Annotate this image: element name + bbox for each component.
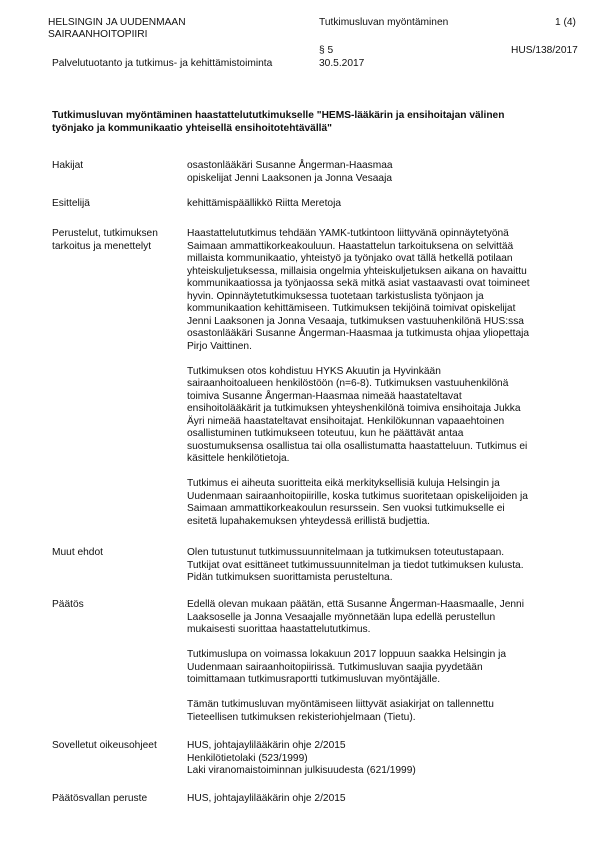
text-line: hyvin. Opinnäytetutkimuksessa tuotetaan tarkistuslista työnjaon ja xyxy=(187,290,484,302)
text-line: mukaisesti suorittaa haastattelututkimus. xyxy=(187,624,371,635)
text-line: osallistuminen tutkimukseen toteutuu, kun he päättävät antaa xyxy=(187,428,464,439)
text-line: käsittele henkilötietoja. xyxy=(187,453,290,464)
perustelut-label-line: Perustelut, tutkimuksen xyxy=(52,228,158,239)
perustelut-label xyxy=(52,228,182,253)
paragraph xyxy=(187,478,579,528)
esittelija-content xyxy=(187,198,579,211)
text-line: kommunikaation kehittämiseen. Tutkimuksen tekijöinä toimivat opiskelijat xyxy=(187,303,516,314)
text-line: Saimaan ammattikorkeakouluun. Haastattelun tarkoituksena on selvittää xyxy=(187,240,514,252)
text-line: Tutkimuslupa on voimassa lokakuun 2017 loppuun saakka Helsingin ja xyxy=(187,649,507,660)
organization-name xyxy=(48,17,186,41)
text-line: sairaanhoitoalueen henkilöstöön (n=6-8). Tutkimuksen vastuuhenkilönä xyxy=(187,378,509,389)
sovelletut-label: Sovelletut oikeusohjeet xyxy=(52,740,157,751)
text-line: opiskelijat Jenni Laaksonen ja Jonna Vesaaja xyxy=(187,172,393,184)
organization-name-line-1: HELSINGIN JA UUDENMAAN xyxy=(48,17,186,28)
reference-number: HUS/138/2017 xyxy=(511,45,578,56)
text-line: suostumuksensa osallistua tai olla osallistumatta haastatteluun. Tutkimus ei xyxy=(187,440,528,452)
paatos-label: Päätös xyxy=(52,599,84,610)
paatos-content xyxy=(187,599,579,724)
paragraph xyxy=(187,599,579,637)
page-number: 1 (4) xyxy=(555,17,576,28)
paragraph xyxy=(187,699,579,724)
hakijat-content xyxy=(187,160,579,185)
muut-ehdot-content xyxy=(187,547,579,585)
main-title-line: työnjako ja kommunikaatio yhteisellä ensihoitotehtävällä" xyxy=(52,122,332,134)
text-line: Tutkimus ei aiheuta suoritteita eikä merkityksellisiä kuluja Helsingin ja xyxy=(187,478,500,489)
text-line: HUS, johtajaylilääkärin ohje 2/2015 xyxy=(187,793,346,804)
text-line: yhteiskuljetuksessa, millaisia ongelmia yhteiskuljetuksen aikana on havaittu xyxy=(187,265,527,277)
text-line: Pirjo Vaittinen. xyxy=(187,340,252,352)
text-line: Olen tutustunut tutkimussuunnitelmaan ja tutkimuksen toteutustapaan. xyxy=(187,547,505,558)
paatosvalta-label: Päätösvallan peruste xyxy=(52,793,148,804)
text-line: Tämän tutkimusluvan myöntämiseen liittyvät asiakirjat on tallennettu xyxy=(187,699,494,710)
text-line: Laaksoselle ja Jonna Vesaajalle myönnetään lupa edellä perustellun xyxy=(187,611,496,623)
text-line: toimiva Susanne Ångerman-Haasmaa nimeää haastateltavat xyxy=(187,390,462,402)
paatosvalta-content xyxy=(187,793,579,806)
text-line: Äyri nimeää haastateltavat ensihoitajat. Henkilökunnan vapaaehtoinen xyxy=(187,415,505,427)
text-line: Tutkijat ovat esittäneet tutkimussuunnitelman ja tiedot tutkimuksen kulusta. xyxy=(187,559,524,571)
text-line: HUS, johtajaylilääkärin ohje 2/2015 xyxy=(187,740,346,751)
organization-name-line-2: SAIRAANHOITOPIIRI xyxy=(48,29,148,40)
esittelija-label: Esittelijä xyxy=(52,198,90,209)
main-title xyxy=(52,110,572,135)
section-number: § 5 xyxy=(319,45,334,56)
text-line: Laki viranomaistoiminnan julkisuudesta (621/1999) xyxy=(187,765,416,776)
unit-name: Palvelutuotanto ja tutkimus- ja kehittämistoiminta xyxy=(52,58,273,69)
perustelut-content xyxy=(187,228,579,528)
sovelletut-content xyxy=(187,740,579,778)
paragraph xyxy=(187,366,579,466)
text-line: Tutkimuksen otos kohdistuu HYKS Akuutin ja Hyvinkään xyxy=(187,365,441,377)
perustelut-label-line: tarkoitus ja menettelyt xyxy=(52,240,152,252)
text-line: Henkilötietolaki (523/1999) xyxy=(187,752,308,764)
text-line: kommunikaatiossa ja työnjaossa sekä mitkä asiat vastaavasti ovat toimineet xyxy=(187,278,530,289)
text-line: esitetä lupahakemuksen yhteydessä erillistä budjettia. xyxy=(187,515,430,527)
text-line: Uudenmaan sairaanhoitopiirissä. Tutkimusluvan saajia pyydetään xyxy=(187,661,483,673)
text-line: osastonlääkäri Susanne Ångerman-Haasmaa ja tutkimusta ohjaa yliopettaja xyxy=(187,328,530,339)
text-line: Jenni Laaksonen ja Jonna Vesaaja, tutkimuksen vastuuhenkilönä HUS:ssa xyxy=(187,315,524,327)
text-line: Edellä olevan mukaan päätän, että Susanne Ångerman-Haasmaalle, Jenni xyxy=(187,599,524,610)
paragraph xyxy=(187,649,579,687)
text-line: Pidän tutkimuksen suorittamista perusteltuna. xyxy=(187,572,393,583)
text-line: osastonlääkäri Susanne Ångerman-Haasmaa xyxy=(187,160,393,171)
hakijat-label: Hakijat xyxy=(52,160,84,171)
text-line: millaista kommunikaatio, yhteistyö ja työnjako ovat tällä hetkellä potilaan xyxy=(187,253,513,264)
text-line: Uudenmaan sairaanhoitopiirille, koska tutkimus suoritetaan opiskelijoiden ja xyxy=(187,490,528,502)
text-line: Haastattelututkimus tehdään YAMK-tutkintoon liittyvänä opinnäytetyönä xyxy=(187,228,509,239)
muut-ehdot-label: Muut ehdot xyxy=(52,547,103,558)
text-line: Saimaan ammattikorkeakoulun resurssein. Sen vuoksi tutkimukselle ei xyxy=(187,503,505,514)
main-title-line: Tutkimusluvan myöntäminen haastattelututkimukselle "HEMS-lääkärin ja ensihoitajan välinen xyxy=(52,110,505,121)
text-line: kehittämispäällikkö Riitta Meretoja xyxy=(187,198,342,209)
text-line: toimittamaan tutkimusraportti tutkimusluvan myöntäjälle. xyxy=(187,674,441,685)
text-line: ensihoitolääkärit ja tutkimuksen yhteyshenkilönä toimiva ensihoitaja Jukka xyxy=(187,403,521,414)
paragraph xyxy=(187,228,579,353)
document-title: Tutkimusluvan myöntäminen xyxy=(319,17,449,28)
text-line: Tieteellisen tutkimuksen rekisteriohjelmaan (Tietu). xyxy=(187,711,416,723)
document-date: 30.5.2017 xyxy=(319,58,365,69)
